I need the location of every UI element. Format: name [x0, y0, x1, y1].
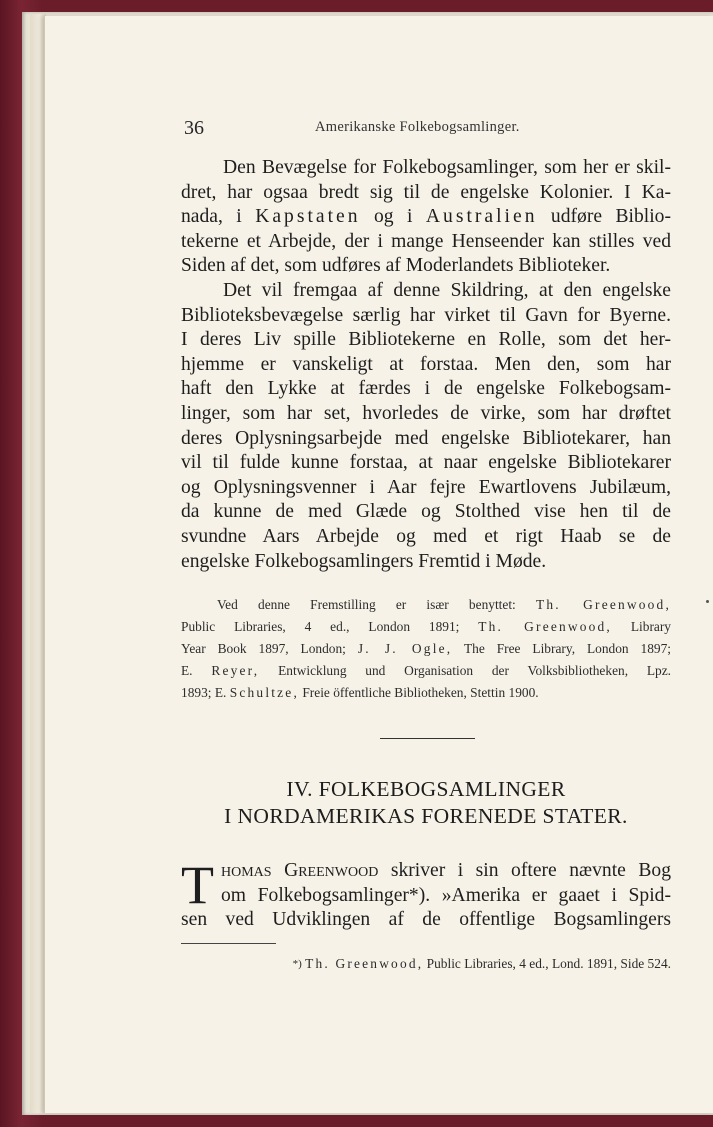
chapter-title-line: I NORDAMERIKAS FORENEDE STATER.	[224, 804, 628, 828]
source-line: E. Reyer, Entwicklung und Organisation der Volksbibliotheken, Lpz.	[181, 663, 671, 678]
text-line: svundne Aars Arbejde og med et rigt Haab se de	[181, 525, 671, 547]
text-line: Siden af det, som udføres af Moderlandets Biblioteker.	[181, 255, 611, 277]
chapter-title-line: IV. FOLKEBOGSAMLINGER	[286, 777, 566, 801]
footnote-text: Public Libraries, 4 ed., Lond. 1891, Side 524.	[423, 956, 671, 971]
text-line: hjemme er vanskeligt at forstaa. Men den, som har	[181, 353, 671, 375]
text-line: Biblioteksbevægelse særlig har virket til Gavn for Byerne.	[181, 304, 671, 326]
text-line: nada, i Kapstaten og i Australien udføre Biblio-	[181, 206, 672, 228]
spaced-place-name: Kapstaten	[255, 206, 361, 228]
chapter-body	[181, 855, 671, 933]
drop-cap: T	[181, 855, 214, 915]
author-name: homas Greenwood	[221, 860, 379, 881]
body-text	[181, 156, 671, 574]
text-line: om Folkebogsamlinger*). »Amerika er gaaet i Spid-	[221, 884, 671, 906]
footnote-author: Th. Greenwood,	[305, 956, 424, 971]
sources-note	[181, 594, 671, 704]
text-line: sen ved Udviklingen af de offentlige Bogsamlingers	[181, 909, 671, 931]
running-title: Amerikanske Folkebogsamlinger.	[315, 119, 520, 135]
edge-speck	[706, 600, 709, 603]
text-line: tekerne et Arbejde, der i mange Henseender kan stilles ved	[181, 230, 671, 252]
text-line: haft den Lykke at færdes i de engelske Folkebogsam-	[181, 378, 671, 400]
text-line: homas Greenwood skriver i sin oftere nævnte Bog	[221, 860, 671, 881]
text-line: da kunne de med Glæde og Stolthed vise hen til de	[181, 501, 671, 523]
text-line: Den Bevægelse for Folkebogsamlinger, som her er skil-	[223, 157, 671, 178]
footnote	[196, 954, 671, 974]
source-line: Public Libraries, 4 ed., London 1891; Th. Greenwood, Library	[181, 619, 671, 634]
source-line: 1893; E. Schultze, Freie öffentliche Bibliotheken, Stettin 1900.	[181, 685, 539, 700]
text-line: I deres Liv spille Bibliotekerne en Rolle, som det her-	[181, 329, 671, 351]
text-line: linger, som har set, hvorledes de virke, som har drøftet	[181, 402, 671, 424]
text-line: dret, har ogsaa bredt sig til de engelske Kolonier. I Ka-	[181, 181, 671, 203]
footnote-mark: *)	[292, 958, 302, 970]
text-line: og Oplysningsvenner i Aar fejre Ewartlovens Jubilæum,	[181, 476, 671, 498]
spaced-place-name: Australien	[425, 206, 538, 228]
source-line: Ved denne Fremstilling er især benyttet: Th. Greenwood,	[217, 597, 671, 612]
section-divider	[380, 738, 475, 739]
text-line: Det vil fremgaa af denne Skildring, at den engelske	[223, 279, 671, 301]
chapter-title	[181, 776, 671, 830]
text-line: engelske Folkebogsamlingers Fremtid i Møde.	[181, 550, 547, 572]
text-line: vil til fulde kunne forstaa, at naar engelske Bibliotekarer	[181, 452, 671, 474]
text-line: deres Oplysningsarbejde med engelske Bibliotekarer, han	[181, 427, 671, 449]
page-number: 36	[184, 117, 204, 139]
source-line: Year Book 1897, London; J. J. Ogle, The Free Library, London 1897;	[181, 641, 672, 656]
footnote-rule	[181, 943, 276, 944]
running-head	[180, 117, 670, 141]
